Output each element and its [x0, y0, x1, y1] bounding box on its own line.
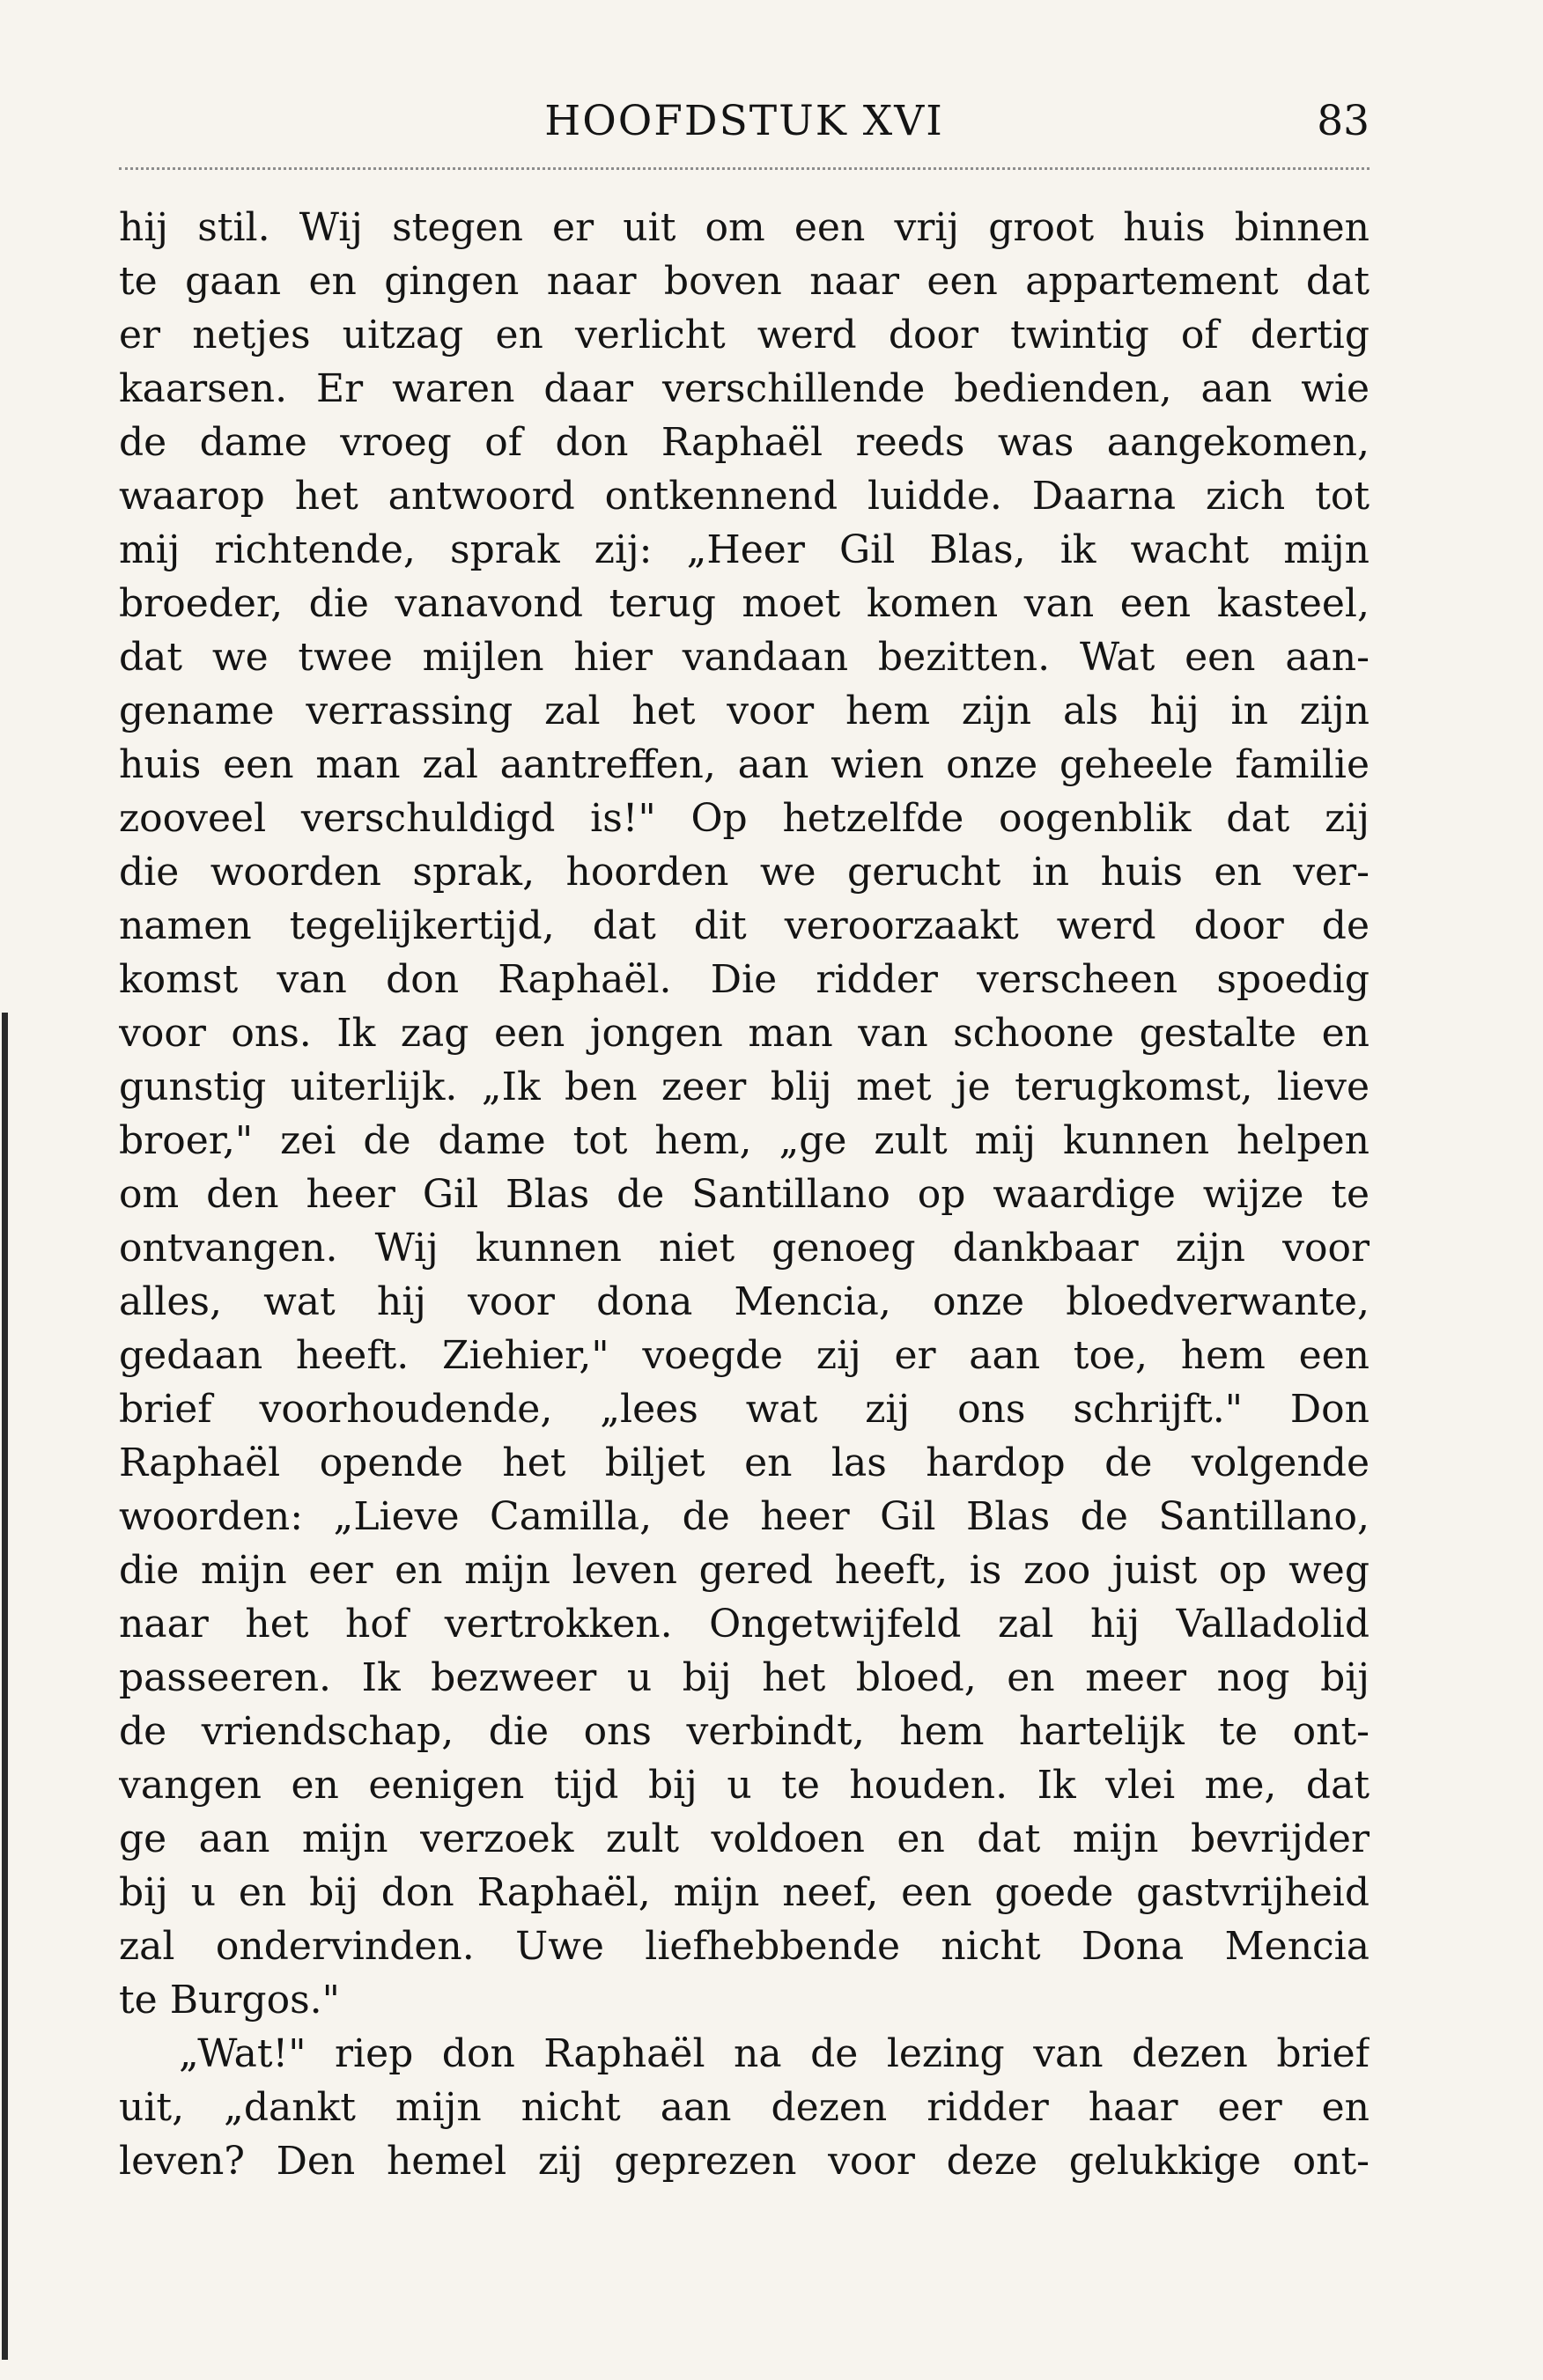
text-line: namen tegelijkertijd, dat dit veroorzaakt werd door de: [119, 903, 1370, 948]
text-line: te Burgos.": [119, 1978, 340, 2023]
text-line: alles, wat hij voor dona Mencia, onze bloedverwante,: [119, 1279, 1370, 1324]
body-text: [119, 201, 1370, 2188]
text-line: huis een man zal aantreffen, aan wien onze geheele familie: [119, 742, 1370, 787]
text-line: mij richtende, sprak zij: „Heer Gil Blas, ik wacht mijn: [119, 527, 1370, 572]
text-line: uit, „dankt mijn nicht aan dezen ridder haar eer en: [119, 2085, 1370, 2130]
text-line: naar het hof vertrokken. Ongetwijfeld zal hij Valladolid: [119, 1602, 1370, 1647]
text-line: kaarsen. Er waren daar verschillende bedienden, aan wie: [119, 366, 1370, 411]
text-line: ge aan mijn verzoek zult voldoen en dat mijn bevrijder: [119, 1816, 1370, 1861]
text-line: er netjes uitzag en verlicht werd door twintig of dertig: [119, 313, 1370, 357]
text-line: komst van don Raphaël. Die ridder verscheen spoedig: [119, 957, 1370, 1002]
text-line: bij u en bij don Raphaël, mijn neef, een goede gastvrijheid: [119, 1870, 1370, 1915]
text-line: leven? Den hemel zij geprezen voor deze gelukkige ont-: [119, 2139, 1370, 2184]
text-line: voor ons. Ik zag een jongen man van schoone gestalte en: [119, 1011, 1370, 1056]
text-line: woorden: „Lieve Camilla, de heer Gil Blas de Santillano,: [119, 1494, 1370, 1539]
text-line: zooveel verschuldigd is!" Op hetzelfde oogenblik dat zij: [119, 796, 1370, 841]
text-line: Raphaël opende het biljet en las hardop de volgende: [119, 1441, 1370, 1485]
text-line: gedaan heeft. Ziehier," voegde zij er aan toe, hem een: [119, 1333, 1370, 1378]
page-number: 83: [1317, 97, 1370, 145]
text-line: die woorden sprak, hoorden we gerucht in huis en ver-: [119, 850, 1370, 895]
text-line: passeeren. Ik bezweer u bij het bloed, en meer nog bij: [119, 1655, 1370, 1700]
text-line: ontvangen. Wij kunnen niet genoeg dankbaar zijn voor: [119, 1226, 1370, 1271]
text-line: de vriendschap, die ons verbindt, hem hartelijk te ont-: [119, 1709, 1370, 1754]
text-line: brief voorhoudende, „lees wat zij ons schrijft." Don: [119, 1387, 1370, 1432]
text-line: hij stil. Wij stegen er uit om een vrij groot huis binnen: [119, 205, 1370, 250]
chapter-title: HOOFDSTUK XVI: [544, 97, 944, 145]
binding-edge-mark: [2, 1013, 8, 2360]
page-header: [119, 90, 1370, 153]
text-line: broer," zei de dame tot hem, „ge zult mij kunnen helpen: [119, 1118, 1370, 1163]
text-line: dat we twee mijlen hier vandaan bezitten. Wat een aan-: [119, 635, 1370, 680]
text-line: genamе verrassing zal het voor hem zijn als hij in zijn: [119, 689, 1370, 733]
text-line: te gaan en gingen naar boven naar een appartement dat: [119, 259, 1370, 304]
text-line: gunstig uiterlijk. „Ik ben zeer blij met je terugkomst, lieve: [119, 1065, 1370, 1109]
header-divider: [119, 167, 1370, 170]
text-line: broeder, die vanavond terug moet komen van een kasteel,: [119, 581, 1370, 626]
text-line: zal ondervinden. Uwe liefhebbende nicht Dona Mencia: [119, 1924, 1370, 1969]
text-line: „Wat!" riep don Raphaël na de lezing van dezen brief: [179, 2031, 1370, 2076]
text-line: waarop het antwoord ontkennend luidde. Daarna zich tot: [119, 474, 1370, 519]
text-line: om den heer Gil Blas de Santillano op waardige wijze te: [119, 1172, 1370, 1217]
text-line: vangen en eenigen tijd bij u te houden. Ik vlei me, dat: [119, 1763, 1370, 1808]
text-line: de dame vroeg of don Raphaël reeds was aangekomen,: [119, 420, 1370, 465]
text-line: die mijn eer en mijn leven gered heeft, is zoo juist op weg: [119, 1548, 1370, 1593]
